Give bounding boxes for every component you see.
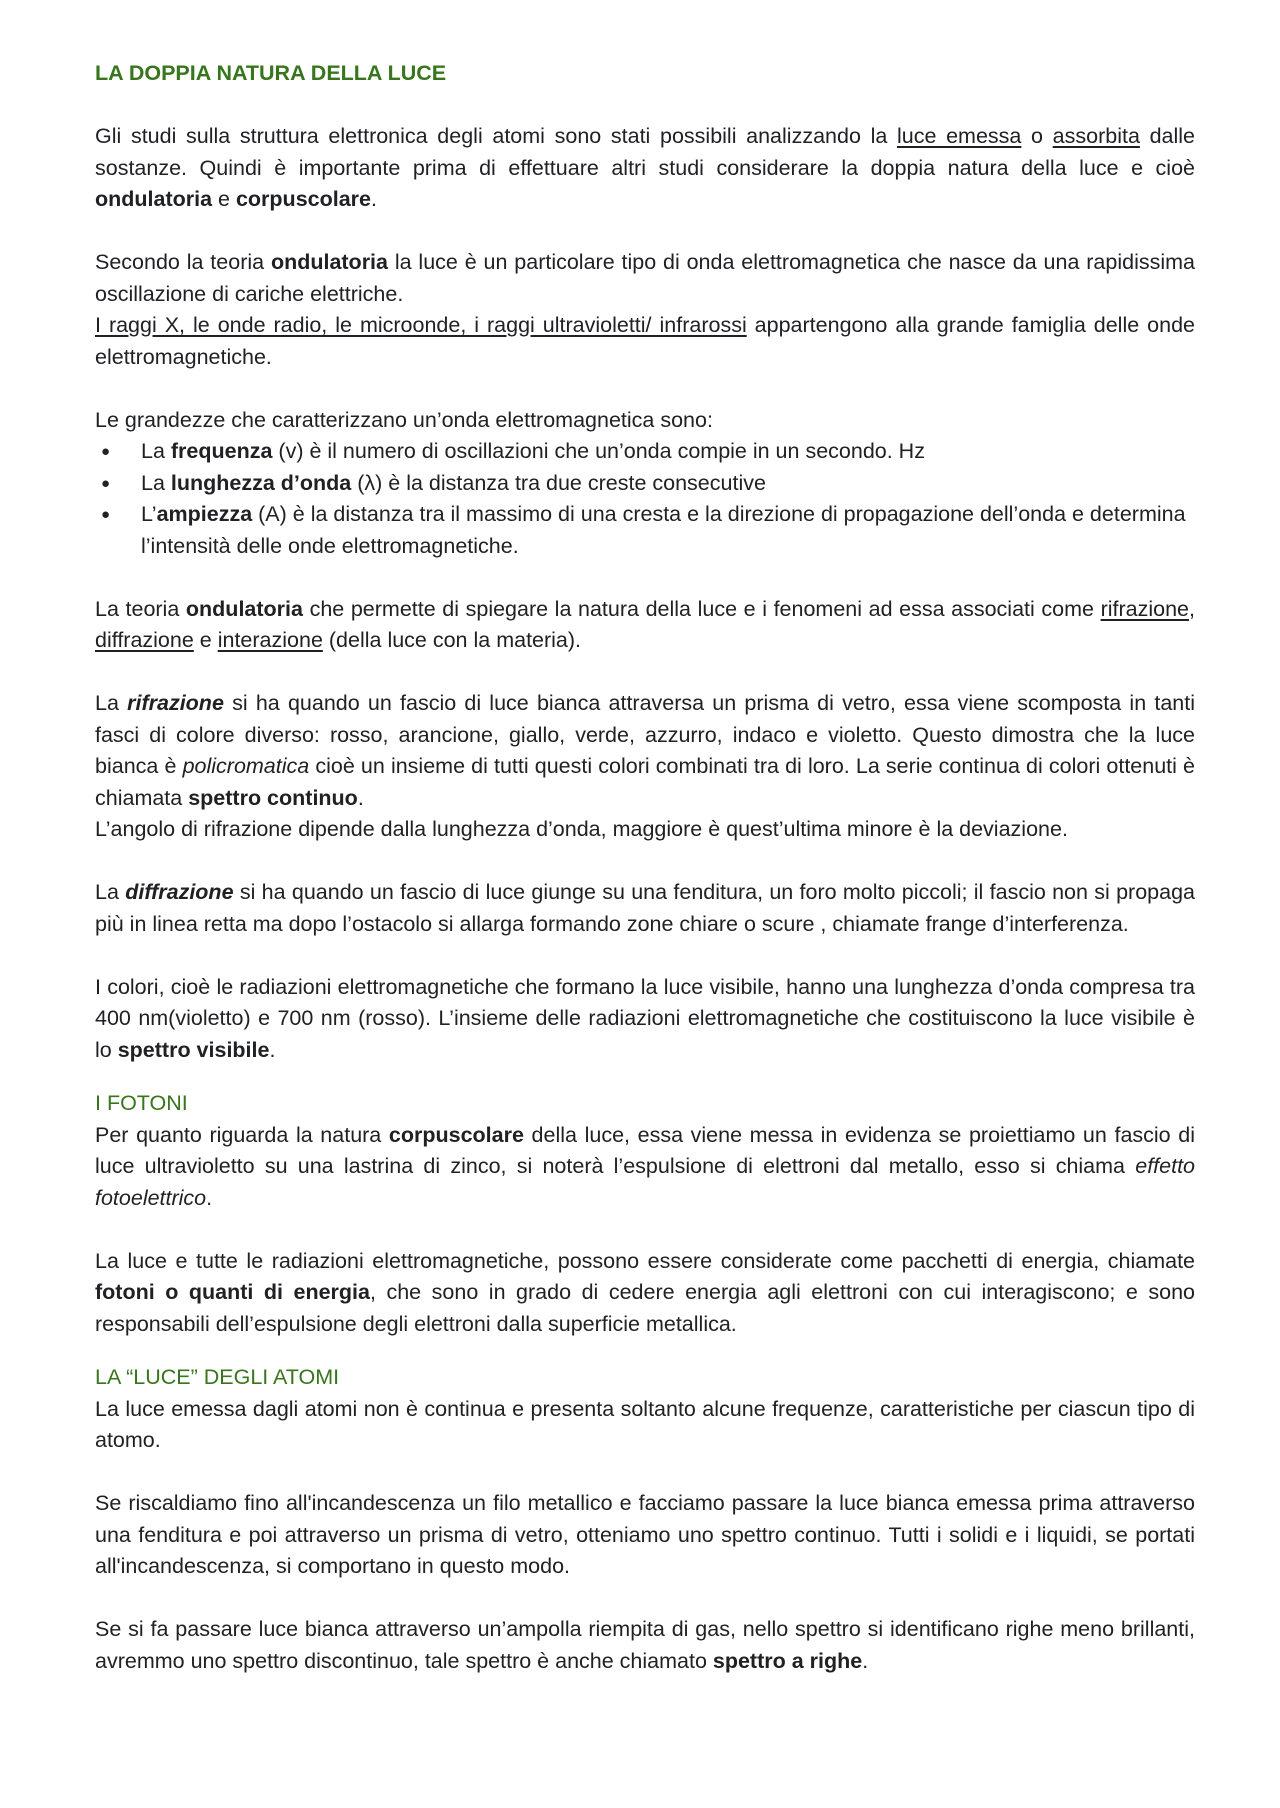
bold-italic-term-diffrazione: diffrazione bbox=[125, 880, 234, 904]
underlined-term-diffrazione: diffrazione bbox=[95, 628, 194, 652]
text: La teoria bbox=[95, 596, 186, 621]
bold-term-ondulatoria: ondulatoria bbox=[185, 596, 303, 621]
text: Secondo la teoria bbox=[95, 250, 271, 274]
quantities-intro: Le grandezze che caratterizzano un’onda elettromagnetica sono: bbox=[95, 407, 713, 432]
incandescence-paragraph: Se riscaldiamo fino all'incandescenza un filo metallico e facciamo passare la luce bianca emessa prima attraverso una fenditura e poi attraverso un prisma di vetro, otteniamo uno spettro continuo. Tutti i solidi e i liquidi, se portati all'incandescenza, si comportano in questo modo. bbox=[95, 1491, 1195, 1578]
text: e bbox=[212, 187, 236, 211]
text: (A) è la distanza tra il massimo di una cresta e la direzione di propagazione dell’onda e determina l’intensità delle onde elettromagnetiche. bbox=[141, 502, 1186, 558]
bold-term-spettro-continuo: spettro continuo bbox=[188, 785, 358, 810]
text: Per quanto riguarda la natura bbox=[95, 1122, 389, 1147]
bold-term-corpuscolare: corpuscolare bbox=[235, 187, 371, 211]
line-spectrum-paragraph bbox=[95, 1614, 1195, 1677]
text: che permette di spiegare la natura della luce e i fenomeni ad essa associati come bbox=[302, 596, 1101, 621]
list-item-lunghezza bbox=[95, 468, 1195, 500]
em-family-paragraph bbox=[95, 310, 1195, 373]
text: si ha quando un fascio di luce bianca attraversa un prisma di vetro, essa viene scomposta in tanti fasci di colore diverso: rosso, arancione, giallo, verde, azzurro, indaco e violetto. Questo dimostra che la luce bianca è bbox=[95, 691, 1195, 778]
italic-term-effetto-fotoelettrico: effetto fotoelettrico bbox=[95, 1154, 1195, 1210]
text: . bbox=[357, 785, 364, 810]
underlined-wave-list: I raggi X, le onde radio, le microonde, i raggi ultravioletti/ infrarossi bbox=[95, 313, 747, 337]
refraction-angle-paragraph: L’angolo di rifrazione dipende dalla lunghezza d’onda, maggiore è quest’ultima minore è la deviazione. bbox=[95, 817, 1068, 841]
text: e bbox=[193, 628, 218, 652]
quantities-list bbox=[95, 436, 1195, 562]
text: (della luce con la materia). bbox=[322, 628, 582, 652]
list-item-ampiezza bbox=[95, 499, 1195, 562]
list-item-frequenza bbox=[95, 436, 1195, 468]
bold-term: frequenza bbox=[170, 439, 273, 463]
bold-term-ondulatoria: ondulatoria bbox=[270, 250, 388, 274]
wave-theory-paragraph bbox=[95, 247, 1195, 310]
text: la luce è un particolare tipo di onda elettromagnetica che nasce da una rapidissima oscillazione di cariche elettriche. bbox=[95, 250, 1195, 306]
bold-term: lunghezza d’onda bbox=[170, 470, 352, 495]
text: L’ bbox=[141, 502, 157, 526]
text: della luce, essa viene messa in evidenza se proiettiamo un fascio di luce ultravioletto su una lastrina di zinco, si noterà l’espulsione di elettroni dal metallo, esso si chiama bbox=[95, 1122, 1195, 1178]
diffraction-paragraph bbox=[95, 877, 1195, 940]
italic-term-policromatica: policromatica bbox=[182, 754, 310, 778]
text: La bbox=[95, 880, 126, 904]
text: cioè un insieme di tutti questi colori combinati tra di loro. La serie continua di colori ottenuti è chiamata bbox=[95, 754, 1195, 810]
bold-italic-term-rifrazione: rifrazione bbox=[127, 691, 224, 715]
text: Gli studi sulla struttura elettronica degli atomi sono stati possibili analizzando la bbox=[95, 124, 897, 148]
underlined-term-luce-emessa: luce emessa bbox=[896, 124, 1022, 148]
photons-paragraph bbox=[95, 1246, 1195, 1341]
bold-term: ampiezza bbox=[156, 502, 253, 526]
bold-term-ondulatoria: ondulatoria bbox=[95, 187, 213, 211]
page-title: LA DOPPIA NATURA DELLA LUCE bbox=[95, 61, 447, 85]
text: I colori, cioè le radiazioni elettromagnetiche che formano la luce visibile, hanno una lunghezza d’onda compresa tra 400 nm(violetto) e 700 nm (rosso). L’insieme delle radiazioni elettromagnetiche che costituiscono la luce visibile è lo bbox=[95, 974, 1195, 1062]
underlined-term-assorbita: assorbita bbox=[1052, 124, 1140, 148]
text: La bbox=[141, 470, 171, 495]
underlined-term-rifrazione: rifrazione bbox=[1100, 596, 1190, 621]
section-heading-luce-atomi: LA “LUCE” DEGLI ATOMI bbox=[95, 1365, 340, 1389]
text: La bbox=[141, 439, 171, 463]
text: Se si fa passare luce bianca attraverso un’ampolla riempita di gas, nello spettro si identificano righe meno brillanti, avremmo uno spettro discontinuo, tale spettro è anche chiamato bbox=[95, 1617, 1195, 1673]
bold-term-fotoni: fotoni o quanti di energia bbox=[95, 1280, 370, 1304]
text: La bbox=[95, 691, 128, 715]
bold-term-spettro-visibile: spettro visibile bbox=[117, 1037, 270, 1062]
text: (v) è il numero di oscillazioni che un’onda compie in un secondo. Hz bbox=[272, 439, 925, 463]
underlined-term-interazione: interazione bbox=[217, 628, 323, 652]
text: appartengono alla grande famiglia delle onde elettromagnetiche. bbox=[95, 313, 1195, 369]
text: . bbox=[862, 1648, 869, 1673]
text: , che sono in grado di cedere energia agli elettroni con cui interagiscono; e sono responsabili dell’espulsione degli elettroni dalla superficie metallica. bbox=[95, 1280, 1195, 1336]
photoelectric-paragraph bbox=[95, 1120, 1195, 1215]
document-page bbox=[95, 58, 1195, 1677]
bold-term-spettro-righe: spettro a righe bbox=[712, 1648, 863, 1673]
intro-paragraph bbox=[95, 121, 1195, 216]
section-heading-fotoni: I FOTONI bbox=[95, 1091, 188, 1115]
text: La luce e tutte le radiazioni elettromagnetiche, possono essere considerate come pacchetti di energia, chiamate bbox=[95, 1248, 1195, 1273]
text: . bbox=[269, 1037, 276, 1062]
refraction-paragraph bbox=[95, 688, 1195, 814]
bold-term-corpuscolare: corpuscolare bbox=[388, 1122, 524, 1147]
text: si ha quando un fascio di luce giunge su una fenditura, un foro molto piccoli; il fascio non si propaga più in linea retta ma dopo l’ostacolo si allarga formando zone chiare o scure , chiamate frange d’interferenza. bbox=[95, 880, 1195, 936]
text: . bbox=[206, 1185, 213, 1210]
phenomena-paragraph bbox=[95, 594, 1195, 657]
text: , bbox=[1189, 596, 1195, 621]
text: dalle sostanze. Quindi è importante prima di effettuare altri studi considerare la doppia natura della luce e cioè bbox=[95, 124, 1195, 180]
text: o bbox=[1021, 124, 1053, 148]
text: . bbox=[371, 187, 377, 211]
visible-spectrum-paragraph bbox=[95, 972, 1195, 1067]
atom-light-paragraph: La luce emessa dagli atomi non è continua e presenta soltanto alcune frequenze, caratteristiche per ciascun tipo di atomo. bbox=[95, 1396, 1195, 1452]
text: (λ) è la distanza tra due creste consecutive bbox=[351, 470, 766, 495]
